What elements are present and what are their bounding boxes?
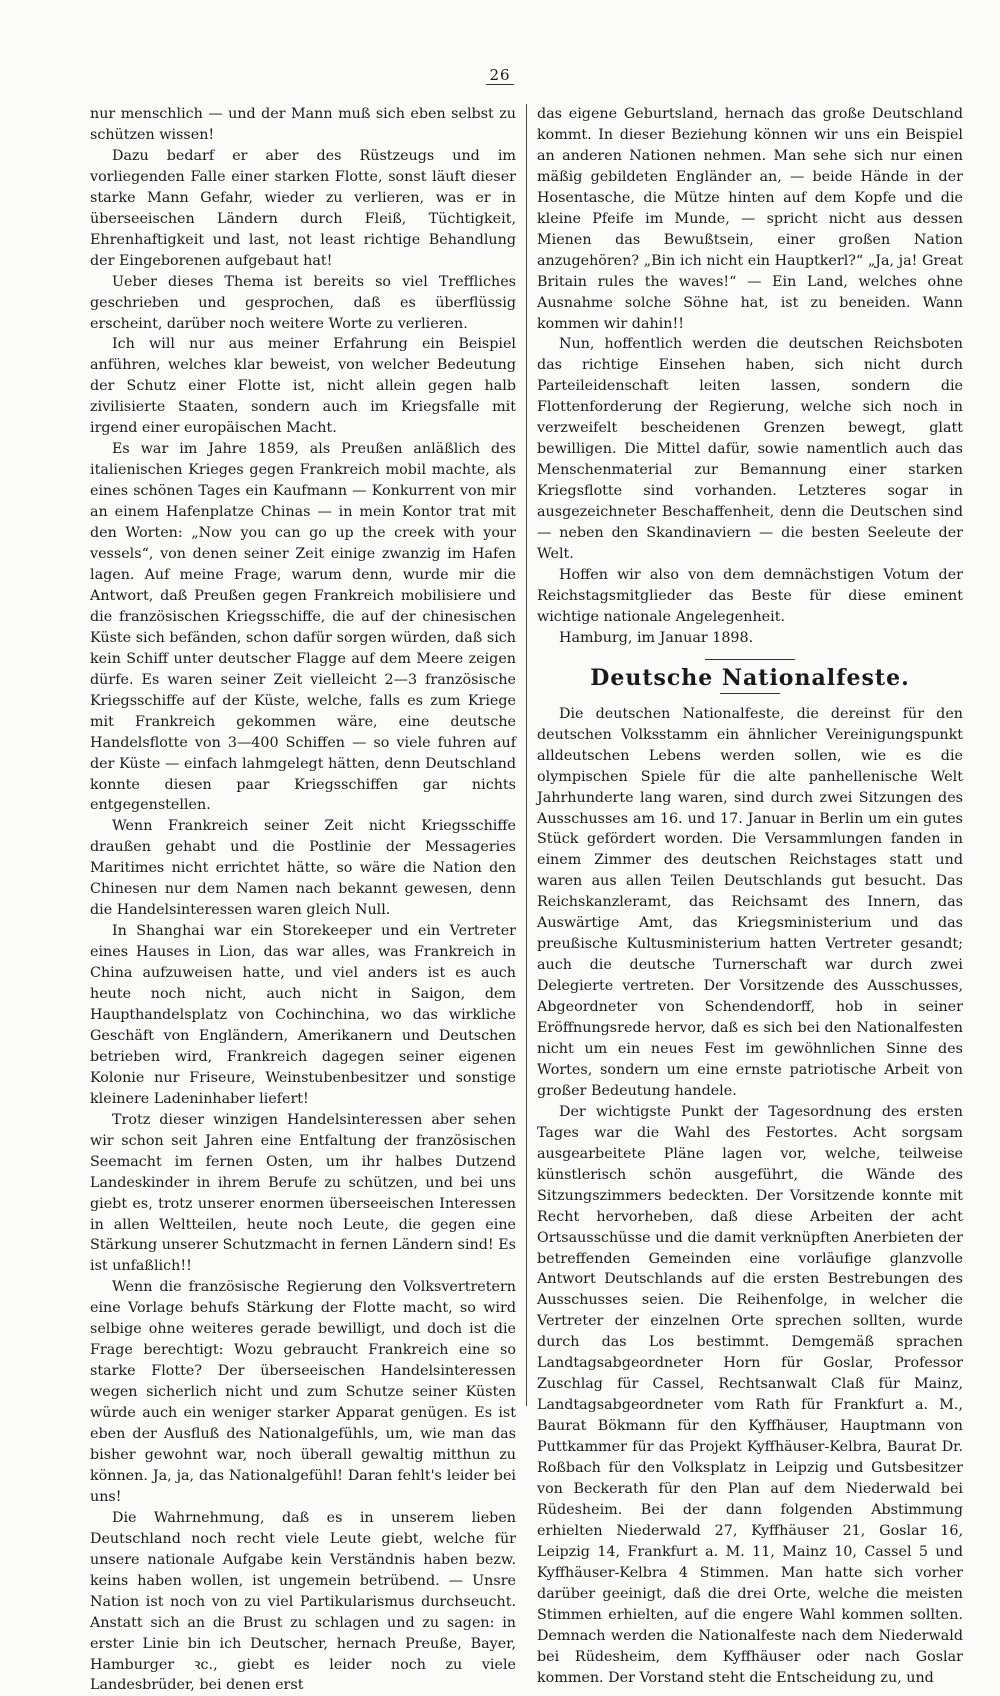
dateline: Hamburg, im Januar 1898. bbox=[559, 629, 754, 646]
paragraph: das eigene Geburtsland, hernach das große Deutschland kommt. In dieser Beziehung können wir uns ein Beispiel an anderen Nationen nehmen. Man sehe sich nur einen mäßig gebildeten Engländer an, — beide Hände in der Hosentasche, die Mütze hinten auf dem Kopfe und die kleine Pfeife im Munde, — spricht nicht aus dessen Mienen das Bewußtsein, einer großen Nation anzugehören? „Bin ich nicht ein Hauptkerl?“ „Ja, ja! Great Britain rules the waves!“ — Ein Land, welches ohne Ausnahme solche Söhne hat, ist zu beneiden. Wann kommen wir dahin!! bbox=[537, 106, 963, 332]
section-heading: Deutsche Nationalfeste. bbox=[590, 664, 910, 691]
paragraph: Ich will nur aus meiner Erfahrung ein Beispiel anführen, welches klar beweist, von welcher Bedeutung der Schutz einer Flotte ist, nicht allein gegen halb zivilisierte Staaten, sondern auch im Kriegsfalle mit irgend einer europäischen Macht. bbox=[90, 336, 516, 437]
paragraph: Wenn Frankreich seiner Zeit nicht Kriegsschiffe draußen gehabt und die Postlinie der Messageries Maritimes nicht errichtet hätte, so wäre die Nation den Chinesen nur dem Namen nach bekannt gewesen, denn die Handelsinteressen waren gleich Null. bbox=[90, 818, 516, 919]
paragraph: Dazu bedarf er aber des Rüstzeugs und im vorliegenden Falle einer starken Flotte, sonst läuft dieser starke Mann Gefahr, wieder zu verlieren, was er in überseeischen Ländern durch Fleiß, Tüchtigkeit, Ehrenhaftigkeit und last, not least richtige Behandlung der Eingeborenen aufgebaut hat! bbox=[90, 147, 516, 269]
paragraph: Trotz dieser winzigen Handelsinteressen aber sehen wir schon seit Jahren eine Entfaltung der französischen Seemacht im fernen Osten, um ihr halbes Dutzend Landeskinder in ihrem Berufe zu schützen, und bei uns giebt es, trotz unserer enormen überseeischen Interessen in allen Weltteilen, heute noch Leute, die gegen eine Stärkung unserer Schutzmacht in fernen Ländern sind! Es ist unfaßlich!! bbox=[90, 1111, 516, 1275]
paragraph: Die deutschen Nationalfeste, die dereinst für den deutschen Volksstamm ein ähnlicher Vereinigungspunkt alldeutschen Lebens werden sollen, wie es die olympischen Spiele für die alte panhellenische Welt Jahrhunderte lang waren, sind durch zwei Sitzungen des Ausschusses am 16. und 17. Januar in Berlin um ein gutes Stück gefördert worden. Die Versammlungen fanden in einem Zimmer des deutschen Reichstages statt und waren aus allen Teilen Deutschlands gut besucht. Das Reichskanzleramt, das Reichsamt des Innern, das Auswärtige Amt, das Kriegsministerium und das preußische Kultusministerium hatten Vertreter gesandt; auch die deutsche Turnerschaft war durch zwei Delegierte vertreten. Der Vorsitzende des Ausschusses, Abgeordneter von Schendendorff, hob in seiner Eröffnungsrede hervor, daß es sich bei den Nationalfesten nicht um ein neues Fest im gewöhnlichen Sinne des Wortes, sondern um eine ernste patriotische Arbeit von großer Bedeutung handele. bbox=[537, 705, 963, 1099]
left-column bbox=[90, 104, 516, 1696]
paragraph: In Shanghai war ein Storekeeper und ein Vertreter eines Hauses in Lion, das war alles, was Frankreich in China aufzuweisen hatte, und viel anders ist es auch heute noch nicht, auch nicht in Saigon, dem Haupthandelsplatz von Cochinchina, wo das wirkliche Geschäft von Engländern, Amerikanern und Deutschen betrieben wird, Frankreich dagegen seiner eigenen Kolonie nur Friseure, Weinstubenbesitzer und sonstige kleinere Ladeninhaber liefert! bbox=[90, 923, 516, 1107]
right-column bbox=[537, 104, 963, 1689]
paragraph: Ueber dieses Thema ist bereits so viel Treffliches geschrieben und gesprochen, daß es überflüssig erscheint, darüber noch weitere Worte zu verlieren. bbox=[90, 273, 516, 332]
heading-underline bbox=[720, 693, 780, 694]
paragraph: Nun, hoffentlich werden die deutschen Reichsboten das richtige Einsehen haben, sich nicht durch Parteileidenschaft leiten lassen, sondern die Flottenforderung der Regierung, welche sich noch in verzweifelt bescheidenen Grenzen bewegt, glatt bewilligen. Die Mittel dafür, sowie namentlich auch das Menschenmaterial zur Bemannung einer starken Kriegsflotte sind vorhanden. Letzteres sogar in ausgezeichneter Beschaffenheit, denn die Deutschen sind — neben den Skandinaviern — die besten Seeleute der Welt. bbox=[537, 336, 963, 563]
paragraph: Die Wahrnehmung, daß es in unserem lieben Deutschland noch recht viele Leute giebt, welche für unsere nationale Aufgabe kein Verständnis haben bezw. keins haben wollen, ist ungemein betrübend. — Unsre Nation ist noch von zu viel Partikularismus durchseucht. Anstatt sich an die Brust zu schlagen und zu sagen: in erster Linie bin ich Deutscher, hernach Preuße, Bayer, Hamburger ꝛc., giebt es leider noch zu viele Landesbrüder, bei denen erst bbox=[90, 1509, 516, 1694]
paragraph: Der wichtigste Punkt der Tagesordnung des ersten Tages war die Wahl des Festortes. Acht sorgsam ausgearbeitete Pläne lagen vor, welche, teilweise künstlerisch schön ausgeführt, die Wände des Sitzungszimmers bedeckten. Der Vorsitzende konnte mit Recht hervorheben, daß diese Arbeiten der acht Ortsausschüsse und die damit verknüpften Anerbieten der betreffenden Gemeinden eine vorläufige glanzvolle Antwort Deutschlands auf die ersten Bestrebungen des Ausschusses seien. Die Reihenfolge, in welcher die Vertreter der einzelnen Orte sprechen sollten, wurde durch das Los bestimmt. Demgemäß sprachen Landtagsabgeordneter Horn für Goslar, Professor Zuschlag für Cassel, Rechtsanwalt Claß für Mainz, Landtagsabgeordneter vom Rath für Frankfurt a. M., Baurat Bökmann für den Kyffhäuser, Hauptmann von Puttkammer für das Projekt Kyffhäuser-Kelbra, Baurat Dr. Roßbach für den Volksplatz in Leipzig und Gutsbesitzer von Beckerath für den Plan auf dem Niederwald bei Rüdesheim. Bei der dann folgenden Abstimmung erhielten Niederwald 27, Kyffhäuser 21, Goslar 16, Leipzig 14, Frankfurt a. M. 11, Mainz 10, Cassel 5 und Kyffhäuser-Kelbra 4 Stimmen. Man hatte sich vorher darüber geeinigt, daß die drei Orte, welche die meisten Stimmen erhielten, auf die engere Wahl kommen sollten. Demnach werden die Nationalfeste nach dem Niederwald bei Rüdesheim, dem Kyffhäuser oder nach Goslar kommen. Der Vorstand steht die Entscheidung zu, und bbox=[537, 1103, 963, 1686]
paragraph: Wenn die französische Regierung den Volksvertretern eine Vorlage behufs Stärkung der Flotte macht, so wird selbige ohne weiteres gerade bewilligt, und doch ist die Frage berechtigt: Wozu gebraucht Frankreich eine so starke Flotte? Der überseeischen Handelsinteressen wegen sicherlich nicht und zum Schutze seiner Küsten würde auch ein weniger starker Apparat genügen. Es ist eben der Ausfluß des Nationalgefühls, um, wie man das bisher gewohnt war, noch überall gewaltig mitthun zu können. Ja, ja, das Nationalgefühl! Daran fehlt's leider bei uns! bbox=[90, 1279, 516, 1505]
paragraph: Es war im Jahre 1859, als Preußen anläßlich des italienischen Krieges gegen Frankreich mobil machte, als eines schönen Tages ein Kaufmann — Konkurrent von mir an einem Hafenplatze Chinas — in mein Kontor trat mit den Worten: „Now you can go up the creek with your vessels“, von denen seiner Zeit einige zwanzig im Hafen lagen. Auf meine Frage, warum denn, wurde mir die Antwort, daß Preußen gegen Frankreich mobilisiere und die französischen Kriegsschiffe, die auf der chinesischen Küste sich befänden, schon dafür sorgen würden, daß sich kein Schiff unter deutscher Flagge auf dem Meere zeigen dürfe. Es waren seiner Zeit vielleicht 2—3 französische Kriegsschiffe auf der Küste, welche, falls es zum Kriege mit Frankreich gekommen wäre, eine deutsche Handelsflotte von 3—400 Schiffen — so viele fuhren auf der Küste — einfach lahmgelegt hätten, denn Deutschland konnte diesen paar Kriegsschiffen gar nichts entgegenstellen. bbox=[90, 441, 516, 814]
column-divider bbox=[526, 104, 527, 1406]
paragraph: nur menschlich — und der Mann muß sich eben selbst zu schützen wissen! bbox=[90, 106, 516, 143]
page-number: 26 bbox=[0, 66, 1000, 84]
section-divider bbox=[705, 659, 795, 660]
paragraph: Hoffen wir also von dem demnächstigen Votum der Reichstagsmitglieder das Beste für diese eminent wichtige nationale Angelegenheit. bbox=[537, 566, 963, 625]
